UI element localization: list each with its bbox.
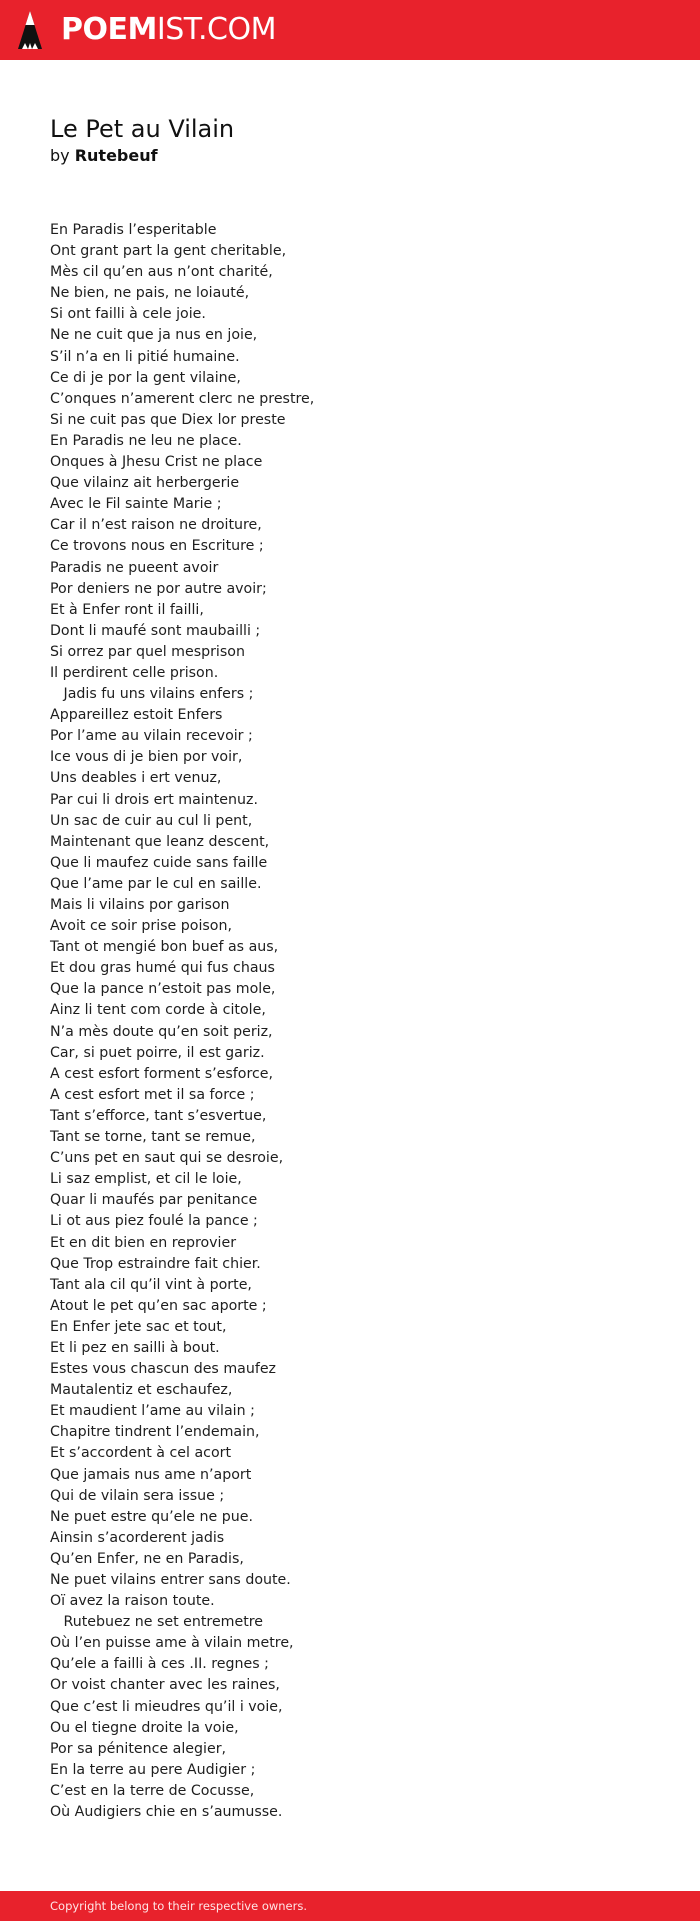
poem-line: Tant s’efforce, tant s’esvertue, xyxy=(50,1107,267,1124)
poem-line: Ce di je por la gent vilaine, xyxy=(50,369,241,386)
poem-line: Ne puet vilains entrer sans doute. xyxy=(50,1572,291,1588)
poem-line: Que vilainz ait herbergerie xyxy=(50,475,240,492)
poem-line: Que l’ame par le cul en saille. xyxy=(50,875,262,892)
poem-line: Il perdirent celle prison. xyxy=(50,664,219,681)
poem-line: Qu’en Enfer, ne en Paradis, xyxy=(50,1550,244,1567)
poem-line: Et li pez en sailli à bout. xyxy=(50,1339,220,1356)
poem-line: Car, si puet poirre, il est gariz. xyxy=(50,1044,265,1061)
poem-line: Dont li maufé sont maubailli ; xyxy=(50,622,261,639)
poem-line: Oï avez la raison toute. xyxy=(50,1593,215,1610)
poem-line: Avoit ce soir prise poison, xyxy=(50,918,232,935)
poem-byline xyxy=(50,145,650,167)
poem-line: Où Audigiers chie en s’aumusse. xyxy=(50,1804,283,1821)
poem-line: C’est en la terre de Cocusse, xyxy=(50,1782,255,1799)
logo-light-text: IST.COM xyxy=(156,12,276,47)
poem-line: Ne puet estre qu’ele ne pue. xyxy=(50,1508,253,1525)
poem-line: Tant ala cil qu’il vint à porte, xyxy=(50,1276,252,1293)
poem-line: Atout le pet qu’en sac aporte ; xyxy=(50,1297,267,1314)
poem-line: En Paradis l’esperitable xyxy=(50,222,217,238)
poem-line: Tant se torne, tant se remue, xyxy=(50,1129,256,1146)
poem-line: Ou el tiegne droite la voie, xyxy=(50,1719,239,1736)
poem-line: Et maudient l’ame au vilain ; xyxy=(50,1403,255,1420)
poem-line: N’a mès doute qu’en soit periz, xyxy=(50,1023,273,1040)
poem-line: Ce trovons nous en Escriture ; xyxy=(50,538,264,555)
poem-title: Le Pet au Vilain xyxy=(50,115,235,143)
poem-line: Jadis fu uns vilains enfers ; xyxy=(50,686,254,703)
poem-line: Qu’ele a failli à ces .II. regnes ; xyxy=(50,1656,269,1673)
poem-line: Or voist chanter avec les raines, xyxy=(50,1677,280,1694)
poem-line: Avec le Fil sainte Marie ; xyxy=(50,496,222,513)
poem-line: Et à Enfer ront il failli, xyxy=(50,601,204,618)
poem-line: Que Trop estraindre fait chier. xyxy=(50,1255,261,1272)
site-header xyxy=(0,0,700,60)
by-label: by xyxy=(50,146,70,165)
poem-container xyxy=(50,113,650,1823)
poem-line: Onques à Jhesu Crist ne place xyxy=(50,454,263,471)
poem-line: Estes vous chascun des maufez xyxy=(50,1361,277,1378)
poem-line: S’il n’a en li pitié humaine. xyxy=(50,348,240,365)
site-logo-link[interactable] xyxy=(61,12,276,48)
poem-line: Paradis ne pueent avoir xyxy=(50,559,219,576)
poem-line: Et s’accordent à cel acort xyxy=(50,1445,232,1462)
poem-line: A cest esfort forment s’esforce, xyxy=(50,1065,274,1082)
poem-line: Uns deables i ert venuz, xyxy=(50,770,222,787)
poem-line: Por sa pénitence alegier, xyxy=(50,1740,227,1757)
poem-line: Por l’ame au vilain recevoir ; xyxy=(50,728,253,745)
poem-line: Ainsin s’acorderent jadis xyxy=(50,1529,225,1546)
poem-line: Car il n’est raison ne droiture, xyxy=(50,517,262,534)
poem-line: C’onques n’amerent clerc ne prestre, xyxy=(50,390,315,407)
poem-line: Mais li vilains por garison xyxy=(50,897,230,913)
poem-line: Por deniers ne por autre avoir; xyxy=(50,580,267,597)
poem-line: Que jamais nus ame n’aport xyxy=(50,1466,252,1483)
poem-line: Ont grant part la gent cheritable, xyxy=(50,243,287,260)
copyright-text: Copyright belong to their respective owners. xyxy=(50,1899,308,1913)
poem-line: Si ne cuit pas que Diex lor preste xyxy=(50,411,286,428)
poem-line: Quar li maufés par penitance xyxy=(50,1192,258,1209)
pencil-tip-icon[interactable] xyxy=(17,10,43,50)
poem-line: Ne ne cuit que ja nus en joie, xyxy=(50,327,258,344)
poem-line: Maintenant que leanz descent, xyxy=(50,833,270,850)
poem-line: Un sac de cuir au cul li pent, xyxy=(50,812,253,829)
poem-line: En Paradis ne leu ne place. xyxy=(50,432,242,449)
poem-line: Si ont failli à cele joie. xyxy=(50,306,206,323)
poem-line: Ice vous di je bien por voir, xyxy=(50,749,243,766)
poem-line: En Enfer jete sac et tout, xyxy=(50,1318,227,1335)
poem-line: Si orrez par quel mesprison xyxy=(50,643,245,660)
poem-line: Li ot aus piez foulé la pance ; xyxy=(50,1213,258,1230)
author-name[interactable]: Rutebeuf xyxy=(74,146,158,165)
poem-line: Et en dit bien en reprovier xyxy=(50,1234,237,1251)
poem-line: Ne bien, ne pais, ne loiauté, xyxy=(50,285,250,302)
poem-line: Qui de vilain sera issue ; xyxy=(50,1487,225,1504)
poem-line: Mès cil qu’en aus n’ont charité, xyxy=(50,264,273,281)
poem-body xyxy=(50,220,650,1823)
poem-line: Mautalentiz et eschaufez, xyxy=(50,1382,233,1399)
poem-line: Appareillez estoit Enfers xyxy=(50,707,223,724)
poem-line: Que la pance n’estoit pas mole, xyxy=(50,981,276,998)
poem-line: Li saz emplist, et cil le loie, xyxy=(50,1171,242,1188)
poem-line: Où l’en puisse ame à vilain metre, xyxy=(50,1635,294,1652)
poem-line: Et dou gras humé qui fus chaus xyxy=(50,960,275,977)
poem-line: Tant ot mengié bon buef as aus, xyxy=(50,939,279,956)
logo-bold-text: POEM xyxy=(61,12,157,47)
poem-line: Que c’est li mieudres qu’il i voie, xyxy=(50,1698,283,1715)
poem-line: Par cui li drois ert maintenuz. xyxy=(50,791,258,808)
poem-line: Que li maufez cuide sans faille xyxy=(50,854,268,871)
poem-line: Ainz li tent com corde à citole, xyxy=(50,1002,266,1019)
poem-line: A cest esfort met il sa force ; xyxy=(50,1086,255,1103)
site-footer xyxy=(0,1891,700,1921)
poem-line: En la terre au pere Audigier ; xyxy=(50,1761,256,1778)
poem-line: Chapitre tindrent l’endemain, xyxy=(50,1424,260,1441)
poem-line: Rutebuez ne set entremetre xyxy=(50,1614,264,1631)
poem-line: C’uns pet en saut qui se desroie, xyxy=(50,1150,284,1167)
